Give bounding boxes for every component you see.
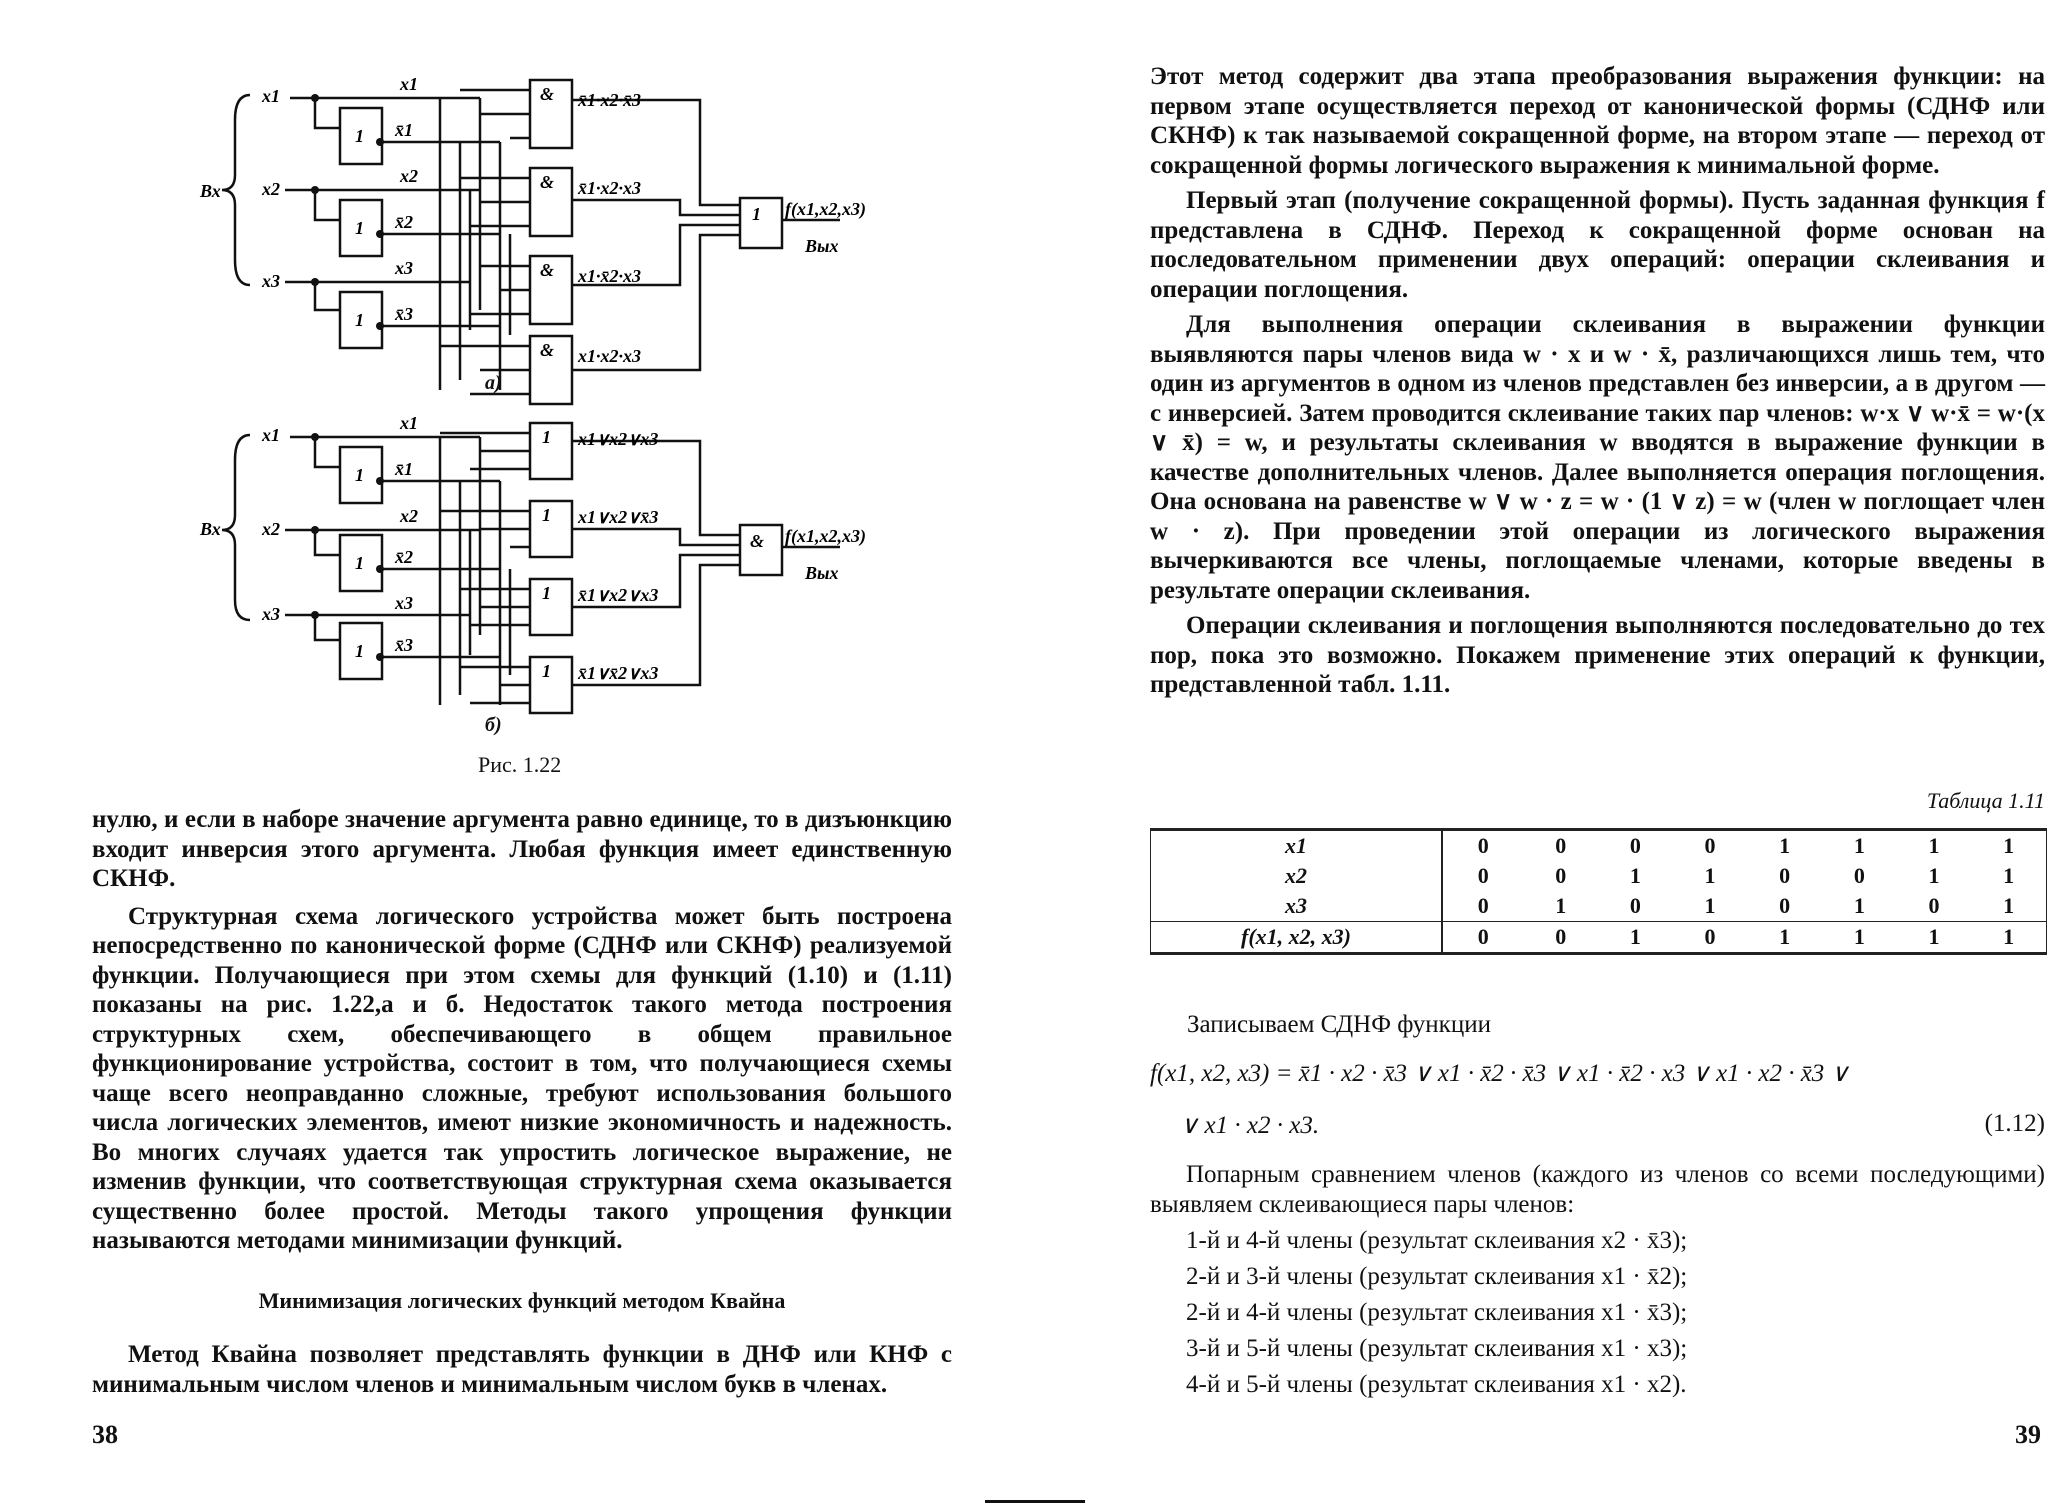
gate-output-label: x1·x̄2·x3 bbox=[578, 266, 641, 286]
table-cell: 0 bbox=[1779, 893, 1791, 918]
output-label: f(x1,x2,x3) bbox=[785, 199, 866, 219]
figure-b-circuit bbox=[0, 405, 1035, 725]
table-cell: 1 bbox=[1629, 863, 1641, 888]
wire-label: x̄3 bbox=[395, 635, 413, 655]
input-x3: x3 bbox=[262, 604, 280, 624]
formula-line-2: ∨ x1 · x2 · x3. bbox=[1180, 1112, 1320, 1139]
gate-symbol: 1 bbox=[542, 505, 551, 525]
gate-symbol: 1 bbox=[355, 126, 364, 146]
paragraph: нулю, и если в наборе значение аргумента равно единице, то в дизъюнкцию входит инверсия этого аргумента. Любая функция имеет единственную СКНФ. bbox=[92, 806, 952, 892]
wire-label: x2 bbox=[400, 166, 418, 186]
wire-label: x3 bbox=[395, 593, 413, 613]
table-cell: 1 bbox=[1853, 924, 1865, 949]
input-x3: x3 bbox=[262, 271, 280, 291]
input-x1: x1 bbox=[262, 425, 280, 445]
paragraph: Первый этап (получение сокращенной формы). Пусть заданная функция f представлена в СДНФ. Переход к сокращенной форме основан на последовательном применении двух операций: операции склеивания и операции поглощения. bbox=[1150, 187, 2045, 303]
page-number: 38 bbox=[92, 1420, 118, 1449]
gate-symbol: 1 bbox=[542, 583, 551, 603]
output-caption: Вых bbox=[805, 563, 839, 583]
table-cell: 1 bbox=[1928, 924, 1940, 949]
subfigure-a-label: а) bbox=[485, 372, 502, 394]
input-x2: x2 bbox=[262, 179, 280, 199]
input-x2: x2 bbox=[262, 519, 280, 539]
gate-symbol: 1 bbox=[355, 218, 364, 238]
wire-label: x̄2 bbox=[395, 547, 413, 567]
wire-label: x1 bbox=[400, 74, 418, 94]
gate-output-label: x̄1·x2·x̄3 bbox=[578, 90, 641, 110]
page-number: 39 bbox=[2015, 1420, 2041, 1449]
table-cell: 1 bbox=[1928, 833, 1940, 858]
table-cell: 0 bbox=[1477, 833, 1489, 858]
figure-caption: Рис. 1.22 bbox=[478, 752, 562, 777]
gate-output-label: x1∨x2∨x3 bbox=[578, 429, 659, 449]
subfigure-b-label: б) bbox=[485, 714, 502, 736]
gate-output-label: x̄1∨x2∨x3 bbox=[578, 585, 659, 605]
list-item: 4-й и 5-й члены (результат склеивания x1 · x2). bbox=[1186, 1371, 1687, 1398]
table-row bbox=[1151, 922, 2046, 953]
table-cell: 0 bbox=[1704, 833, 1716, 858]
table-cell: 0 bbox=[1555, 863, 1567, 888]
table-cell: 0 bbox=[1477, 924, 1489, 949]
list-item: 3-й и 5-й члены (результат склеивания x1 · x3); bbox=[1186, 1335, 1688, 1362]
table-cell: 1 bbox=[1779, 924, 1791, 949]
paragraph: Этот метод содержит два этапа преобразования выражения функции: на первом этапе осуществляется переход от канонической формы (СДНФ или СКНФ) к так называемой сокращенной форме, на втором этапе — переход от сокращенной формы логического выражения к минимальной форме. bbox=[1150, 63, 2045, 179]
truth-table-frame bbox=[1150, 828, 2047, 955]
gate-output-label: x1∨x2∨x̄3 bbox=[578, 507, 659, 527]
wire-label: x̄1 bbox=[395, 120, 413, 140]
right-page bbox=[1035, 0, 2071, 1507]
truth-table bbox=[1151, 831, 2046, 952]
paragraph: Для выполнения операции склеивания в выражении функции выявляются пары членов вида w · x и w · x̄, различающихся лишь тем, что один из аргументов в одном из членов представлен без инверсии, а в другом — с инверсией. Затем проводится склеивание таких пар членов: w·x ∨ w·x̄ = w·(x ∨ x̄) = w, и результаты склеивания w вводятся в выражение функции в качестве дополнительных членов. Далее выполняется операция поглощения. Она основана на равенстве w ∨ w · z = w · (1 ∨ z) = w (член w поглощает член w · z). При проведении этой операции из логического выражения вычеркиваются все члены, поглощаемые членами, которые введены в результате операции склеивания. bbox=[1150, 311, 2045, 604]
table-cell: 1 bbox=[1853, 833, 1865, 858]
table-cell: 0 bbox=[1928, 893, 1940, 918]
table-cell: 0 bbox=[1779, 863, 1791, 888]
table-cell: 0 bbox=[1477, 863, 1489, 888]
row-label: f(x1, x2, x3) bbox=[1151, 922, 1442, 953]
row-label: x1 bbox=[1151, 831, 1442, 861]
right-text-block bbox=[1150, 62, 2045, 700]
left-last-paragraph-block bbox=[92, 1340, 952, 1399]
input-x1: x1 bbox=[262, 86, 280, 106]
figure-a-circuit bbox=[0, 60, 1035, 460]
table-cell: 0 bbox=[1853, 863, 1865, 888]
paragraph: Операции склеивания и поглощения выполняются последовательно до тех пор, пока это возможно. Покажем применение этих операций к функции, представленной табл. 1.11. bbox=[1150, 612, 2045, 698]
table-cell: 1 bbox=[1928, 863, 1940, 888]
left-text-block bbox=[92, 805, 952, 1256]
gate-symbol: 1 bbox=[542, 427, 551, 447]
paragraph: Метод Квайна позволяет представлять функции в ДНФ или КНФ с минимальным числом членов и минимальным числом букв в членах. bbox=[92, 1341, 952, 1398]
table-cell: 1 bbox=[2003, 924, 2015, 949]
table-cell: 0 bbox=[1477, 893, 1489, 918]
wire-label: x̄1 bbox=[395, 459, 413, 479]
table-row bbox=[1151, 861, 2046, 891]
table-cell: 1 bbox=[2003, 893, 2015, 918]
gate-symbol: & bbox=[540, 172, 555, 192]
pairs-block bbox=[1150, 1160, 2045, 1403]
gate-symbol: 1 bbox=[355, 465, 364, 485]
table-cell: 1 bbox=[1853, 893, 1865, 918]
list-item: 2-й и 3-й члены (результат склеивания x1 · x̄2); bbox=[1186, 1263, 1688, 1290]
gate-symbol: 1 bbox=[355, 641, 364, 661]
row-label: x3 bbox=[1151, 891, 1442, 922]
paragraph: Структурная схема логического устройства может быть построена непосредственно по канонической форме (СДНФ или СКНФ) реализуемой функции. Получающиеся при этом схемы для функций (1.10) и (1.11) показаны на рис. 1.22,а и б. Недостаток такого метода построения структурных схем, обеспечивающего в общем правильное функционирование устройства, состоит в том, что получающиеся схемы чаще всего неоправданно сложные, требуют использования большого числа логических элементов, имеют низкие экономичность и надежность. Во многих случаях удается так упростить логическое выражение, не изменив функции, что соответствующая структурная схема оказывается существенно более простой. Методы такого упрощения функции называются методами минимизации функций. bbox=[92, 902, 952, 1254]
paragraph: Попарным сравнением членов (каждого из членов со всеми последующими) выявляем склеивающиеся пары членов: bbox=[1150, 1161, 2045, 1218]
table-cell: 1 bbox=[2003, 863, 2015, 888]
wire-label: x3 bbox=[395, 258, 413, 278]
row-label: x2 bbox=[1151, 861, 1442, 891]
output-caption: Вых bbox=[805, 236, 839, 256]
gate-symbol: & bbox=[540, 260, 555, 280]
wire-label: x̄2 bbox=[395, 212, 413, 232]
sdnf-intro: Записываем СДНФ функции bbox=[1187, 1011, 1491, 1038]
table-cell: 0 bbox=[1555, 924, 1567, 949]
table-cell: 1 bbox=[1779, 833, 1791, 858]
wire-label: x̄3 bbox=[395, 304, 413, 324]
output-label: f(x1,x2,x3) bbox=[785, 526, 866, 546]
gate-output-label: x̄1∨x̄2∨x3 bbox=[578, 663, 659, 683]
gate-symbol: 1 bbox=[355, 553, 364, 573]
gate-symbol: & bbox=[540, 340, 555, 360]
input-label: Вх bbox=[200, 519, 221, 539]
table-cell: 1 bbox=[2003, 833, 2015, 858]
formula-line-1: f(x1, x2, x3) = x̄1 · x2 · x̄3 ∨ x1 · x̄2 · x̄3 ∨ x1 · x̄2 · x3 ∨ x1 · x2 · x̄3 ∨ bbox=[1150, 1060, 1849, 1087]
table-cell: 0 bbox=[1629, 893, 1641, 918]
gate-output-label: x̄1·x2·x3 bbox=[578, 178, 641, 198]
table-cell: 1 bbox=[1704, 893, 1716, 918]
table-cell: 1 bbox=[1555, 893, 1567, 918]
table-title: Таблица 1.11 bbox=[1926, 788, 2045, 813]
gate-symbol: 1 bbox=[752, 204, 761, 224]
table-cell: 1 bbox=[1704, 863, 1716, 888]
wire-label: x2 bbox=[400, 506, 418, 526]
table-cell: 0 bbox=[1629, 833, 1641, 858]
table-row bbox=[1151, 891, 2046, 922]
gate-symbol: & bbox=[750, 531, 765, 551]
pairs-list bbox=[1186, 1223, 2045, 1403]
formula-number: (1.12) bbox=[1984, 1110, 2045, 1137]
wire-label: x1 bbox=[400, 413, 418, 433]
table-cell: 0 bbox=[1555, 833, 1567, 858]
table-cell: 0 bbox=[1704, 924, 1716, 949]
list-item: 1-й и 4-й члены (результат склеивания x2 · x̄3); bbox=[1186, 1227, 1688, 1254]
list-item: 2-й и 4-й члены (результат склеивания x1 · x̄3); bbox=[1186, 1299, 1688, 1326]
gate-symbol: 1 bbox=[355, 310, 364, 330]
table-cell: 1 bbox=[1629, 924, 1641, 949]
table-row bbox=[1151, 831, 2046, 861]
divider bbox=[985, 1500, 1085, 1503]
gate-output-label: x1·x2·x3 bbox=[578, 346, 641, 366]
input-label: Вх bbox=[200, 181, 221, 201]
section-title: Минимизация логических функций методом Квайна bbox=[258, 1288, 786, 1313]
left-page bbox=[0, 0, 1035, 1507]
gate-symbol: & bbox=[540, 84, 555, 104]
gate-symbol: 1 bbox=[542, 661, 551, 681]
